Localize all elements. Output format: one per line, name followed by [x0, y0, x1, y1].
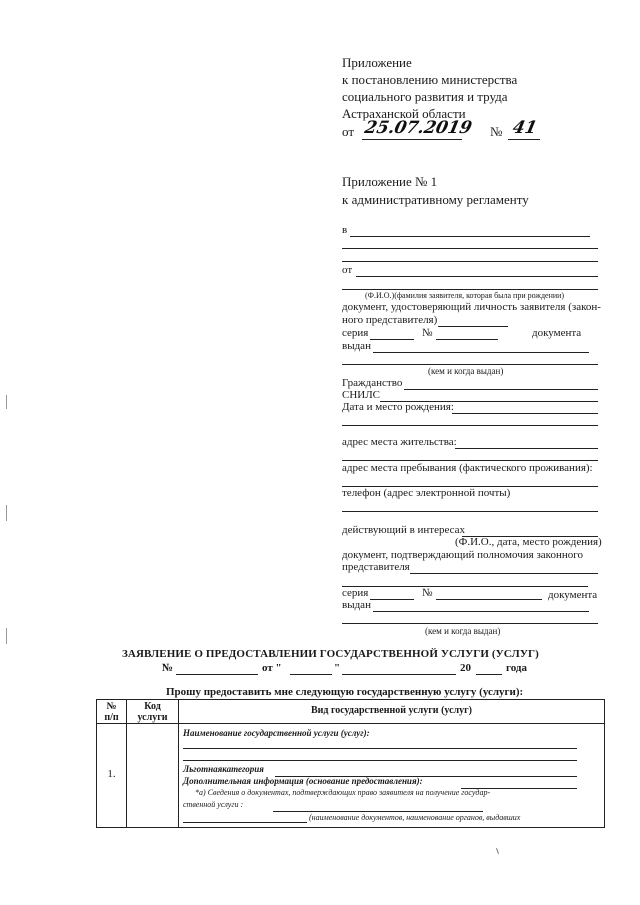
acting-hint: (Ф.И.О., дата, место рождения) — [455, 536, 602, 548]
from-field[interactable] — [356, 276, 598, 277]
authority-field-2[interactable] — [342, 586, 588, 587]
row-code-cell[interactable] — [127, 724, 179, 828]
statement-number-sign: № — [162, 662, 174, 674]
to-label: в — [342, 224, 348, 236]
statement-year-field[interactable] — [476, 674, 502, 675]
header-code-line-1: Код — [144, 701, 161, 712]
header-code — [127, 700, 179, 724]
docs-hint: (наименование документов, наименование органов, выдавших — [309, 813, 521, 822]
document-label: документа — [532, 327, 582, 339]
residence-label: адрес места жительства: — [342, 436, 457, 448]
statement-title: ЗАЯВЛЕНИЕ О ПРЕДОСТАВЛЕНИИ ГОСУДАРСТВЕННОЙ УСЛУГИ (УСЛУГ) — [122, 648, 539, 660]
request-text: Прошу предоставить мне следующую государственную услугу (услуги): — [166, 686, 524, 698]
row-num-cell — [97, 724, 127, 828]
issued2-label: выдан — [342, 599, 371, 611]
row-number: 1. — [107, 768, 116, 780]
service-name-field[interactable] — [183, 748, 577, 749]
to-field-3[interactable] — [342, 261, 598, 262]
issued2-field-2[interactable] — [342, 623, 598, 624]
snils-label: СНИЛС — [342, 389, 381, 401]
handwritten-number: 41 — [510, 118, 539, 138]
authority-field[interactable] — [410, 573, 598, 574]
scan-speck — [496, 848, 499, 854]
issued2-hint: (кем и когда выдан) — [425, 626, 501, 636]
fio-hint: (Ф.И.О.)(фамилия заявителя, которая была при рождении) — [365, 291, 565, 300]
header-from-label: от — [342, 124, 355, 139]
additional-info-label: Дополнительная информация (основание предоставления): — [183, 776, 423, 786]
header-number-sign: № — [490, 124, 503, 139]
handwritten-date: 25.07.2019 — [362, 118, 474, 138]
birth-field[interactable] — [452, 413, 598, 414]
header-line-4: Астраханской области — [342, 106, 466, 121]
header-num-line-2: п/п — [104, 712, 119, 723]
header-line-2: к постановлению министерства — [342, 72, 518, 87]
scan-mark — [6, 395, 7, 409]
stay-label: адрес места пребывания (фактического проживания): — [342, 462, 593, 474]
header-type-label: Вид государственной услуги (услуг) — [310, 705, 473, 716]
to-field[interactable] — [350, 236, 590, 237]
phone-label: телефон (адрес электронной почты) — [342, 487, 511, 499]
number2-label: № — [422, 587, 433, 599]
issued-field[interactable] — [373, 352, 589, 353]
number-field[interactable] — [436, 339, 498, 340]
authority-label-1: документ, подтверждающий полномочия законного — [342, 549, 583, 561]
statement-month-field[interactable] — [342, 674, 456, 675]
service-table — [96, 699, 605, 828]
statement-day-field[interactable] — [290, 674, 332, 675]
scan-mark — [6, 505, 7, 521]
number-label: № — [422, 327, 433, 339]
series-field[interactable] — [370, 339, 414, 340]
statement-number-field[interactable] — [176, 674, 258, 675]
issued-hint: (кем и когда выдан) — [428, 366, 504, 376]
from-label: от — [342, 264, 353, 276]
statement-from-label: от " — [262, 662, 282, 674]
series-label: серия — [342, 327, 369, 339]
issued2-field[interactable] — [373, 611, 589, 612]
appendix-line-1: Приложение № 1 — [342, 174, 438, 189]
docs-info-field[interactable] — [273, 811, 483, 812]
to-field-2[interactable] — [342, 248, 598, 249]
from-field-2[interactable] — [342, 289, 598, 290]
id-doc-field[interactable] — [438, 326, 508, 327]
birth-field-2[interactable] — [342, 425, 598, 426]
citizenship-field[interactable] — [404, 389, 598, 390]
scan-mark — [6, 628, 7, 644]
issued-field-2[interactable] — [342, 364, 598, 365]
series2-label: серия — [342, 587, 369, 599]
series2-field[interactable] — [370, 599, 414, 600]
service-name-label: Наименование государственной услуги (услуг): — [183, 728, 370, 738]
service-name-field-2[interactable] — [183, 760, 577, 761]
header-num-line-1: № — [106, 701, 117, 712]
number2-field[interactable] — [436, 599, 542, 600]
residence-field-2[interactable] — [342, 460, 598, 461]
document2-label: документа — [548, 589, 598, 601]
header-type — [179, 700, 605, 724]
header-line-3: социального развития и труда — [342, 89, 508, 104]
appendix-line-2: к административному регламенту — [342, 192, 529, 207]
statement-year-prefix: 20 — [460, 662, 471, 674]
id-doc-label-2: ного представителя) — [342, 314, 438, 326]
issued-label: выдан — [342, 340, 371, 352]
benefit-category-label: Льготнаякатегория — [183, 764, 264, 774]
acting-label: действующий в интересах — [342, 524, 466, 536]
birth-label: Дата и место рождения: — [342, 401, 454, 413]
docs-info-line-1: *а) Сведения о документах, подтверждающих право заявителя на получение государ- — [195, 788, 491, 797]
docs-info-field-2[interactable] — [183, 822, 307, 823]
header-code-line-2: услуги — [137, 712, 168, 723]
date-underline — [362, 139, 462, 140]
header-num — [97, 700, 127, 724]
header-line-1: Приложение — [342, 55, 412, 70]
row-type-cell — [179, 724, 605, 828]
number-underline — [508, 139, 540, 140]
statement-year-suffix: года — [506, 662, 527, 674]
residence-field[interactable] — [455, 448, 598, 449]
id-doc-label-1: документ, удостоверяющий личность заявителя (закон- — [342, 301, 601, 313]
citizenship-label: Гражданство — [342, 377, 403, 389]
authority-label-2: представителя — [342, 561, 410, 573]
docs-info-line-2: ственной услуги : — [183, 800, 244, 809]
phone-field[interactable] — [342, 511, 598, 512]
statement-quote: " — [334, 662, 341, 674]
